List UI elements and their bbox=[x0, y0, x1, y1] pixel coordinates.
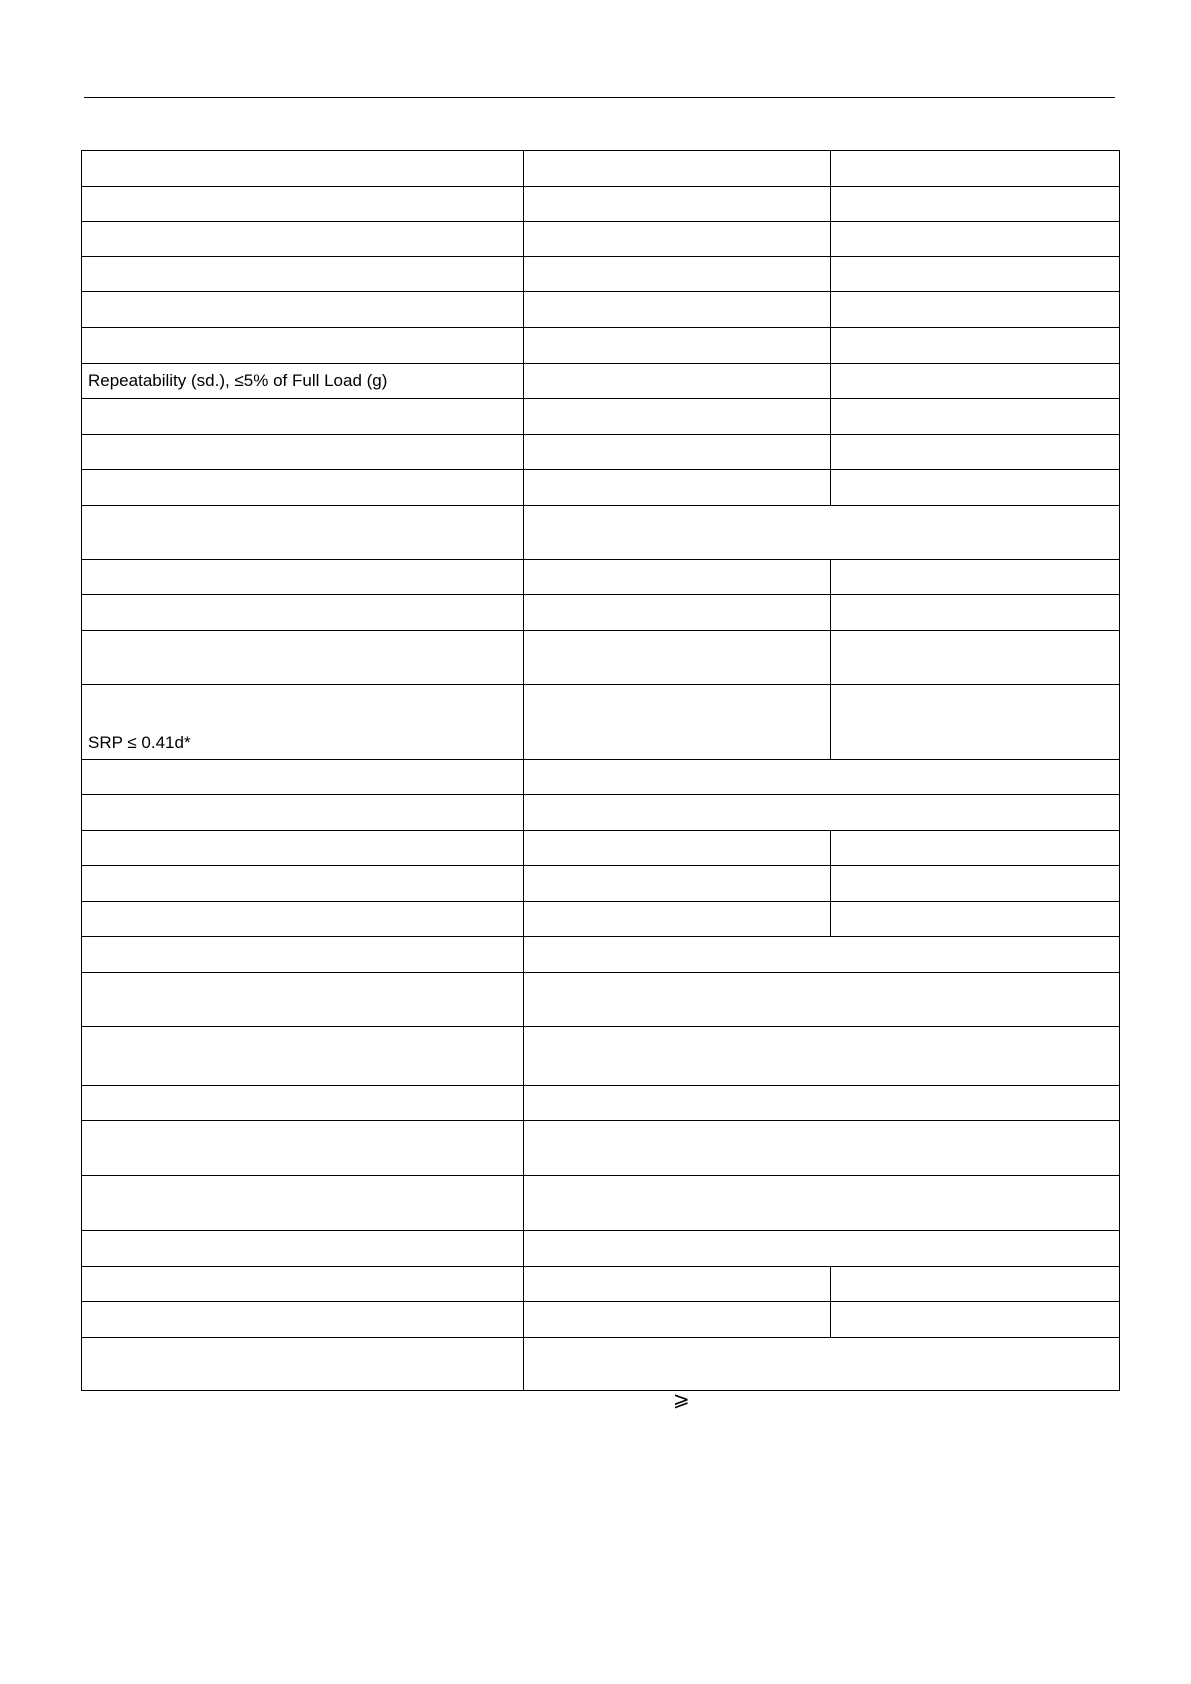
table-row bbox=[82, 292, 1120, 328]
table-cell-merged bbox=[524, 1086, 1120, 1121]
table-row bbox=[82, 506, 1120, 560]
table-cell bbox=[831, 595, 1120, 631]
table-cell bbox=[82, 1302, 524, 1338]
table-cell bbox=[524, 222, 831, 257]
table-cell bbox=[82, 795, 524, 831]
table-cell-merged bbox=[524, 506, 1120, 560]
table-cell bbox=[82, 222, 524, 257]
table-cell bbox=[524, 866, 831, 902]
table-cell bbox=[524, 435, 831, 470]
table-row bbox=[82, 1267, 1120, 1302]
table-cell bbox=[82, 506, 524, 560]
table-row bbox=[82, 1231, 1120, 1267]
table-cell bbox=[831, 902, 1120, 937]
table-row bbox=[82, 222, 1120, 257]
table-cell bbox=[82, 1176, 524, 1231]
table-cell bbox=[831, 222, 1120, 257]
repeatability-label: Repeatability (sd.), ≤5% of Full Load (g) bbox=[82, 364, 524, 399]
table-cell bbox=[831, 1267, 1120, 1302]
table-cell bbox=[524, 470, 831, 506]
table-cell bbox=[831, 364, 1120, 399]
table-row bbox=[82, 685, 1120, 760]
table-row bbox=[82, 760, 1120, 795]
table-row bbox=[82, 470, 1120, 506]
table-cell bbox=[82, 902, 524, 937]
table-cell bbox=[524, 364, 831, 399]
table-cell bbox=[82, 1121, 524, 1176]
table-cell bbox=[82, 1338, 524, 1391]
table-cell bbox=[524, 1267, 831, 1302]
table-row bbox=[82, 1121, 1120, 1176]
table-cell bbox=[524, 685, 831, 760]
table-row bbox=[82, 902, 1120, 937]
table-cell-merged bbox=[524, 1121, 1120, 1176]
table-row bbox=[82, 937, 1120, 973]
table-row bbox=[82, 187, 1120, 222]
table-cell bbox=[82, 760, 524, 795]
table-cell bbox=[524, 595, 831, 631]
table-cell bbox=[82, 257, 524, 292]
table-row bbox=[82, 795, 1120, 831]
table-row bbox=[82, 257, 1120, 292]
table-cell bbox=[831, 257, 1120, 292]
spec-table bbox=[81, 150, 1120, 1391]
table-cell bbox=[82, 937, 524, 973]
table-cell bbox=[831, 470, 1120, 506]
table-cell bbox=[82, 328, 524, 364]
table-cell bbox=[82, 1086, 524, 1121]
table-row bbox=[82, 1086, 1120, 1121]
table-row bbox=[82, 595, 1120, 631]
table-cell bbox=[831, 560, 1120, 595]
table-cell bbox=[82, 399, 524, 435]
table-cell bbox=[831, 685, 1120, 760]
table-cell bbox=[82, 292, 524, 328]
table-cell bbox=[831, 151, 1120, 187]
table-cell bbox=[82, 560, 524, 595]
table-row bbox=[82, 866, 1120, 902]
table-cell bbox=[524, 399, 831, 435]
table-cell bbox=[82, 151, 524, 187]
table-cell bbox=[82, 631, 524, 685]
table-row bbox=[82, 631, 1120, 685]
table-cell-merged bbox=[524, 937, 1120, 973]
table-cell-merged bbox=[524, 795, 1120, 831]
table-row bbox=[82, 831, 1120, 866]
table-cell-merged bbox=[524, 760, 1120, 795]
table-cell bbox=[831, 435, 1120, 470]
table-cell bbox=[524, 328, 831, 364]
table-cell bbox=[82, 187, 524, 222]
table-cell bbox=[831, 399, 1120, 435]
table-cell bbox=[524, 631, 831, 685]
table-cell bbox=[82, 1267, 524, 1302]
table-cell bbox=[831, 866, 1120, 902]
table-row bbox=[82, 328, 1120, 364]
table-cell bbox=[524, 902, 831, 937]
table-cell-merged bbox=[524, 1027, 1120, 1086]
table-cell bbox=[831, 328, 1120, 364]
table-row bbox=[82, 1302, 1120, 1338]
table-cell bbox=[524, 831, 831, 866]
table-cell bbox=[82, 831, 524, 866]
table-cell bbox=[831, 292, 1120, 328]
table-cell bbox=[831, 831, 1120, 866]
table-cell bbox=[524, 187, 831, 222]
table-row bbox=[82, 973, 1120, 1027]
table-cell bbox=[524, 292, 831, 328]
table-cell-merged bbox=[524, 1231, 1120, 1267]
table-cell-merged bbox=[524, 1338, 1120, 1391]
table-cell-merged bbox=[524, 973, 1120, 1027]
table-cell bbox=[82, 1027, 524, 1086]
table-row bbox=[82, 1027, 1120, 1086]
table-cell bbox=[524, 560, 831, 595]
table-cell bbox=[82, 1231, 524, 1267]
table-cell bbox=[82, 866, 524, 902]
table-row bbox=[82, 1338, 1120, 1391]
table-cell bbox=[524, 151, 831, 187]
table-row bbox=[82, 1176, 1120, 1231]
table-cell bbox=[82, 973, 524, 1027]
header-rule bbox=[84, 97, 1115, 98]
table-cell bbox=[831, 631, 1120, 685]
table-cell bbox=[524, 1302, 831, 1338]
srp-label: SRP ≤ 0.41d* bbox=[82, 685, 524, 760]
footnote-symbol: ⩾ bbox=[673, 1387, 690, 1411]
table-cell bbox=[82, 595, 524, 631]
table-row bbox=[82, 151, 1120, 187]
table-cell bbox=[82, 470, 524, 506]
table-cell bbox=[82, 435, 524, 470]
table-row bbox=[82, 435, 1120, 470]
table-row bbox=[82, 399, 1120, 435]
table-row bbox=[82, 364, 1120, 399]
table-cell bbox=[831, 187, 1120, 222]
table-cell-merged bbox=[524, 1176, 1120, 1231]
table-cell bbox=[831, 1302, 1120, 1338]
table-row bbox=[82, 560, 1120, 595]
table-cell bbox=[524, 257, 831, 292]
